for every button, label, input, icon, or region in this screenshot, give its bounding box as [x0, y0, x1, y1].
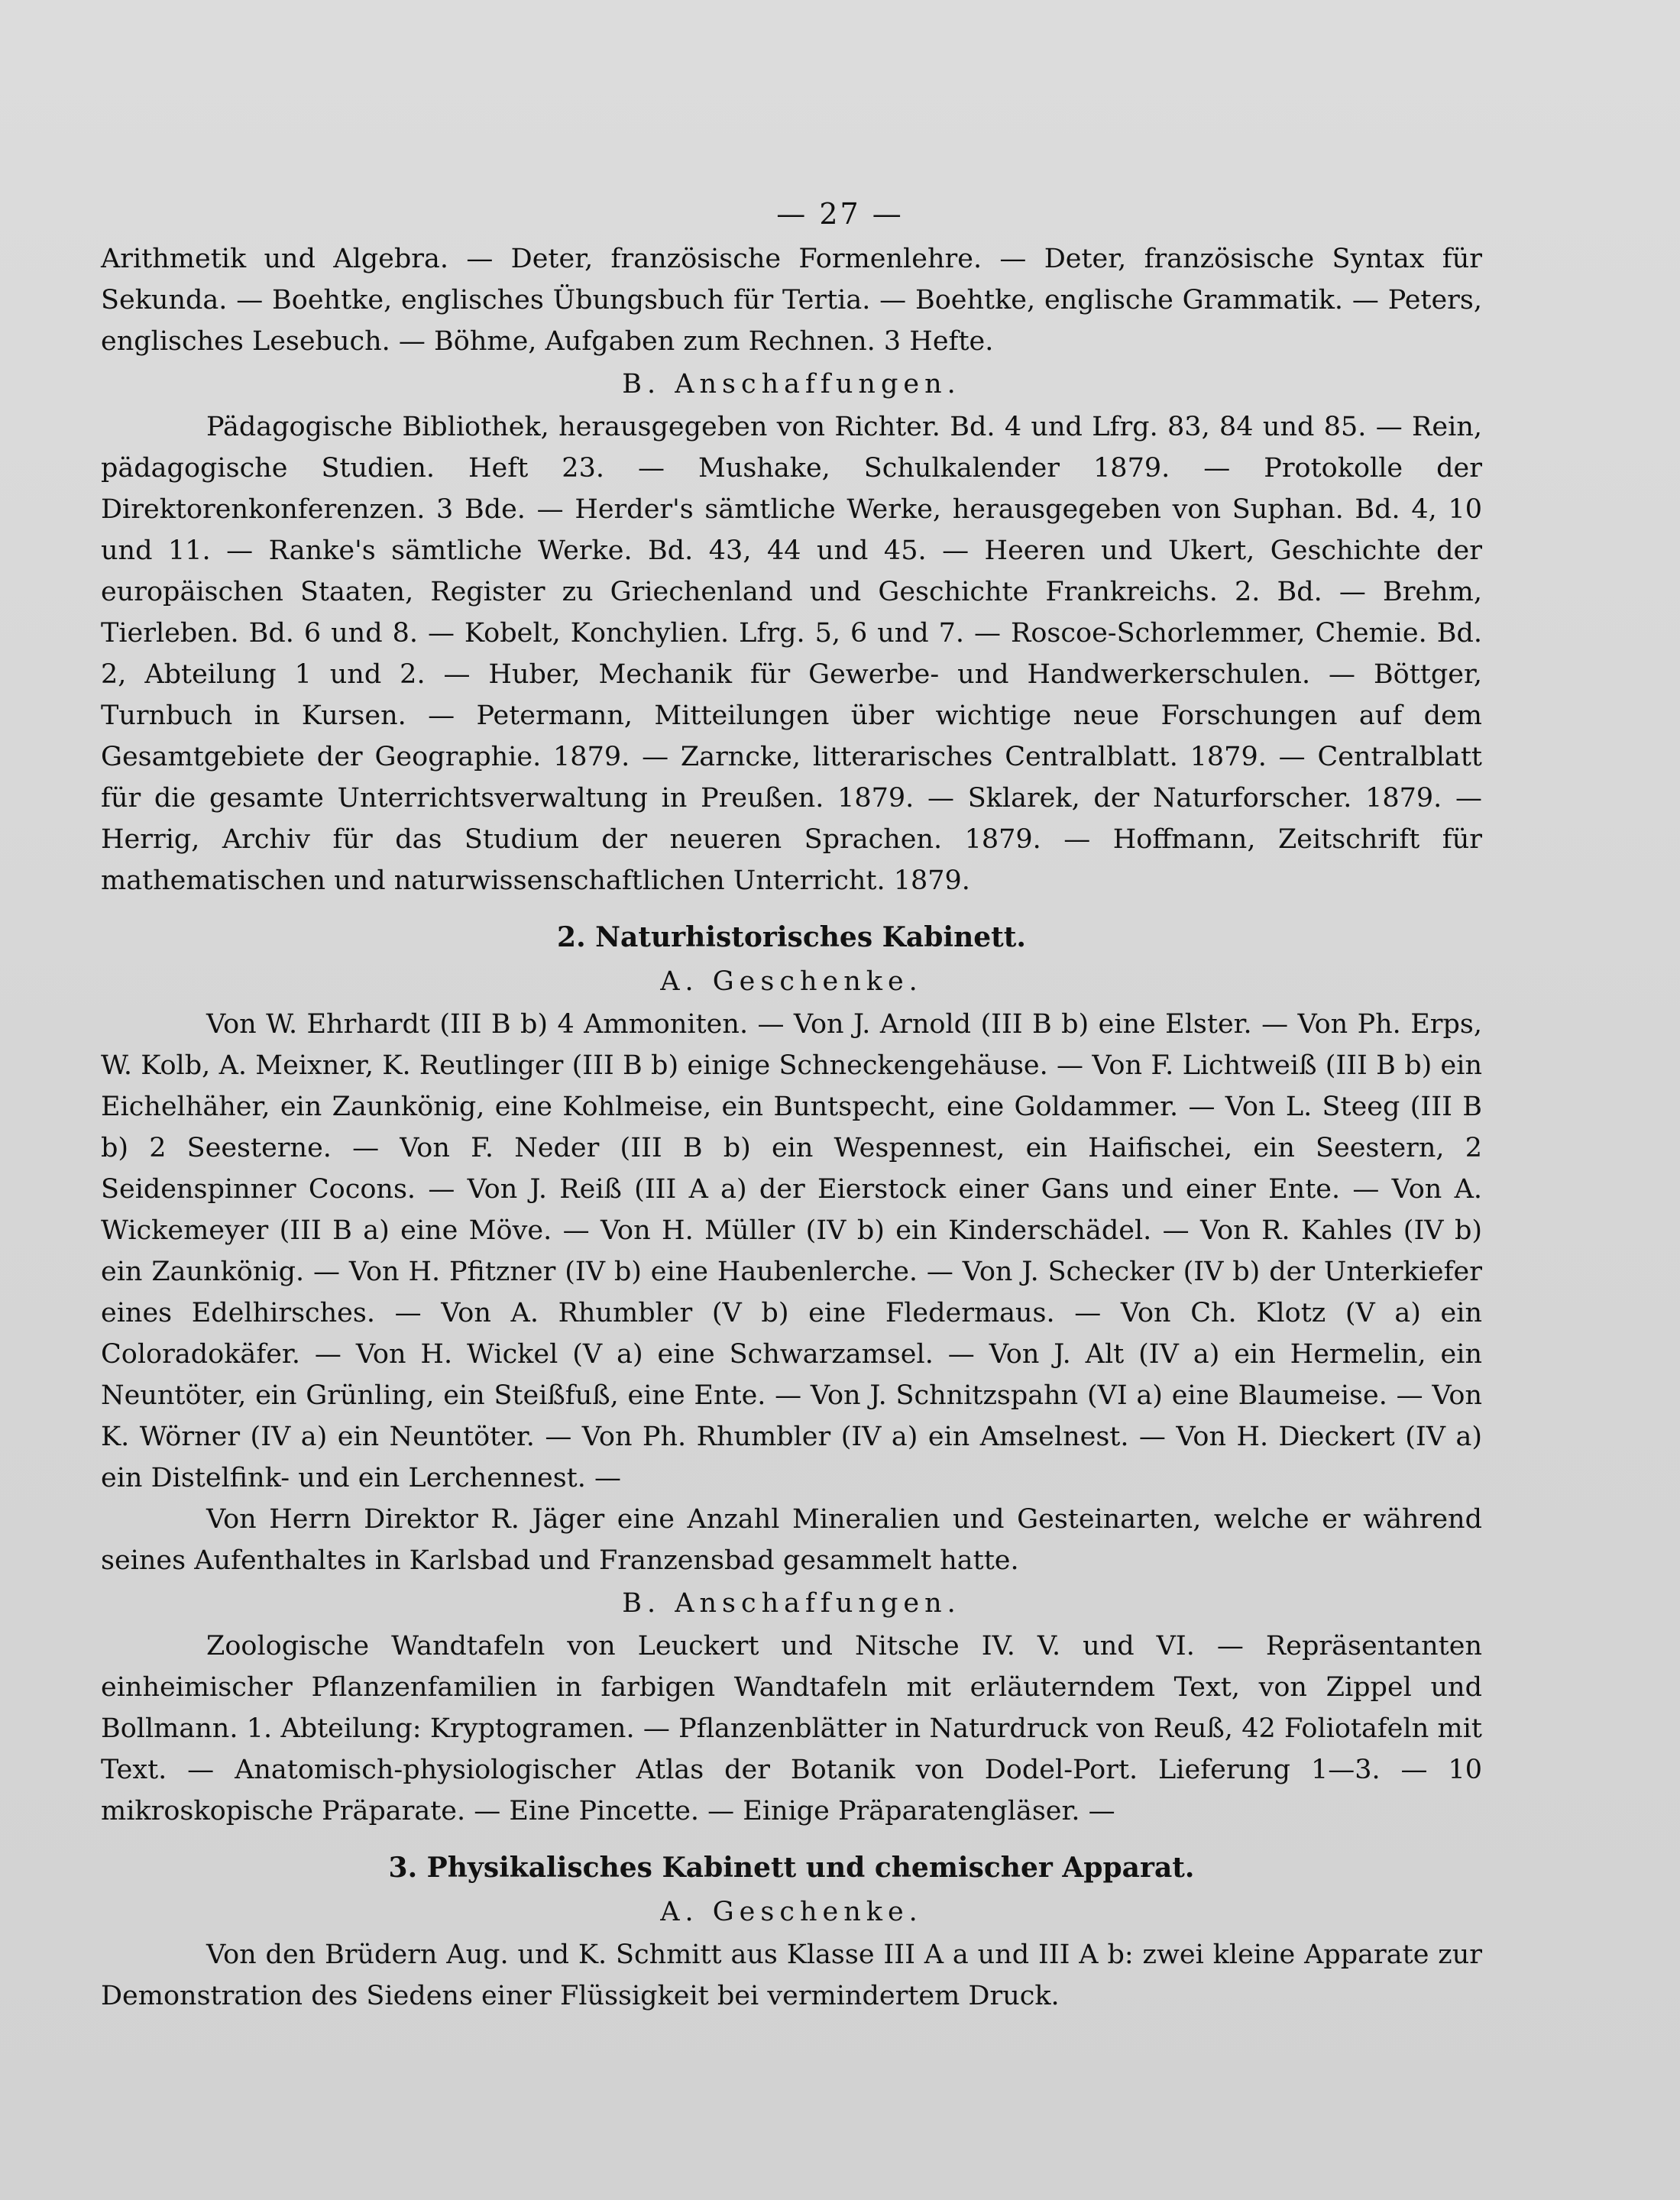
physics-heading: 3. Physikalisches Kabinett und chemischer Apparat.: [388, 1852, 1195, 1884]
page-body: [101, 238, 1482, 2017]
natural-history-gifts-heading: A. Geschenke.: [660, 966, 923, 997]
natural-history-acquisitions-heading: B. Anschaffungen.: [622, 1588, 961, 1619]
natural-history-gifts-para2: Von Herrn Direktor R. Jäger eine Anzahl Mineralien und Gesteinarten, welche er während seines Aufenthaltes in Karlsbad und Franzensbad gesammelt hatte.: [101, 1504, 1482, 1576]
page-number: — 27 —: [776, 197, 904, 231]
natural-history-heading: 2. Naturhistorisches Kabinett.: [557, 921, 1026, 953]
library-donations-tail: Arithmetik und Algebra. — Deter, französische Formenlehre. — Deter, französische Syntax für Sekunda. — Boehtke, englisches Übungsbuch für Tertia. — Boehtke, englische Grammatik. — Peters, englisches Lesebuch. — Böhme, Aufgaben zum Rechnen. 3 Hefte.: [101, 244, 1482, 357]
physics-gifts-heading: A. Geschenke.: [660, 1897, 923, 1927]
natural-history-acquisitions-text: Zoologische Wandtafeln von Leuckert und Nitsche IV. V. und VI. — Repräsentanten einheimischer Pflanzenfamilien in farbigen Wandtafeln mit erläuterndem Text, von Zippel und Bollmann. 1. Abteilung: Kryptogramen. — Pflanzenblätter in Naturdruck von Reuß, 42 Foliotafeln mit Text. — Anatomisch-physiologischer Atlas der Botanik von Dodel-Port. Lieferung 1—3. — 10 mikroskopische Präparate. — Eine Pincette. — Einige Präparatengläser. —: [101, 1631, 1482, 1826]
physics-gifts-text: Von den Brüdern Aug. und K. Schmitt aus Klasse III A a und III A b: zwei kleine Apparate zur Demonstration des Siedens einer Flüssigkeit bei vermindertem Druck.: [101, 1940, 1482, 2011]
natural-history-gifts-para1: Von W. Ehrhardt (III B b) 4 Ammoniten. — Von J. Arnold (III B b) eine Elster. — Von Ph. Erps, W. Kolb, A. Meixner, K. Reutlinger (III B b) einige Schneckengehäuse. — Von F. Lichtweiß (III B b) ein Eichelhäher, ein Zaunkönig, eine Kohlmeise, ein Buntspecht, eine Goldammer. — Von L. Steeg (III B b) 2 Seesterne. — Von F. Neder (III B b) ein Wespennest, ein Haifischei, ein Seestern, 2 Seidenspinner Cocons. — Von J. Reiß (III A a) der Eierstock einer Gans und einer Ente. — Von A. Wickemeyer (III B a) eine Möve. — Von H. Müller (IV b) ein Kinderschädel. — Von R. Kahles (IV b) ein Zaunkönig. — Von H. Pfitzner (IV b) eine Haubenlerche. — Von J. Schecker (IV b) der Unterkiefer eines Edelhirsches. — Von A. Rhumbler (V b) eine Fledermaus. — Von Ch. Klotz (V a) ein Coloradokäfer. — Von H. Wickel (V a) eine Schwarzamsel. — Von J. Alt (IV a) ein Hermelin, ein Neuntöter, ein Grünling, ein Steißfuß, eine Ente. — Von J. Schnitzspahn (VI a) eine Blaumeise. — Von K. Wörner (IV a) ein Neuntöter. — Von Ph. Rhumbler (IV a) ein Amselnest. — Von H. Dieckert (IV a) ein Distelfink- und ein Lerchennest. —: [101, 1009, 1482, 1493]
library-acquisitions-heading: B. Anschaffungen.: [622, 369, 961, 400]
library-acquisitions-text: Pädagogische Bibliothek, herausgegeben von Richter. Bd. 4 und Lfrg. 83, 84 und 85. — Rein, pädagogische Studien. Heft 23. — Mushake, Schulkalender 1879. — Protokolle der Direktorenkonferenzen. 3 Bde. — Herder's sämtliche Werke, herausgegeben von Suphan. Bd. 4, 10 und 11. — Ranke's sämtliche Werke. Bd. 43, 44 und 45. — Heeren und Ukert, Geschichte der europäischen Staaten, Register zu Griechenland und Geschichte Frankreichs. 2. Bd. — Brehm, Tierleben. Bd. 6 und 8. — Kobelt, Konchylien. Lfrg. 5, 6 und 7. — Roscoe-Schorlemmer, Chemie. Bd. 2, Abteilung 1 und 2. — Huber, Mechanik für Gewerbe- und Handwerkerschulen. — Böttger, Turnbuch in Kursen. — Petermann, Mitteilungen über wichtige neue Forschungen auf dem Gesamtgebiete der Geographie. 1879. — Zarncke, litterarisches Centralblatt. 1879. — Centralblatt für die gesamte Unterrichtsverwaltung in Preußen. 1879. — Sklarek, der Naturforscher. 1879. — Herrig, Archiv für das Studium der neueren Sprachen. 1879. — Hoffmann, Zeitschrift für mathematischen und naturwissenschaftlichen Unterricht. 1879.: [101, 412, 1482, 896]
